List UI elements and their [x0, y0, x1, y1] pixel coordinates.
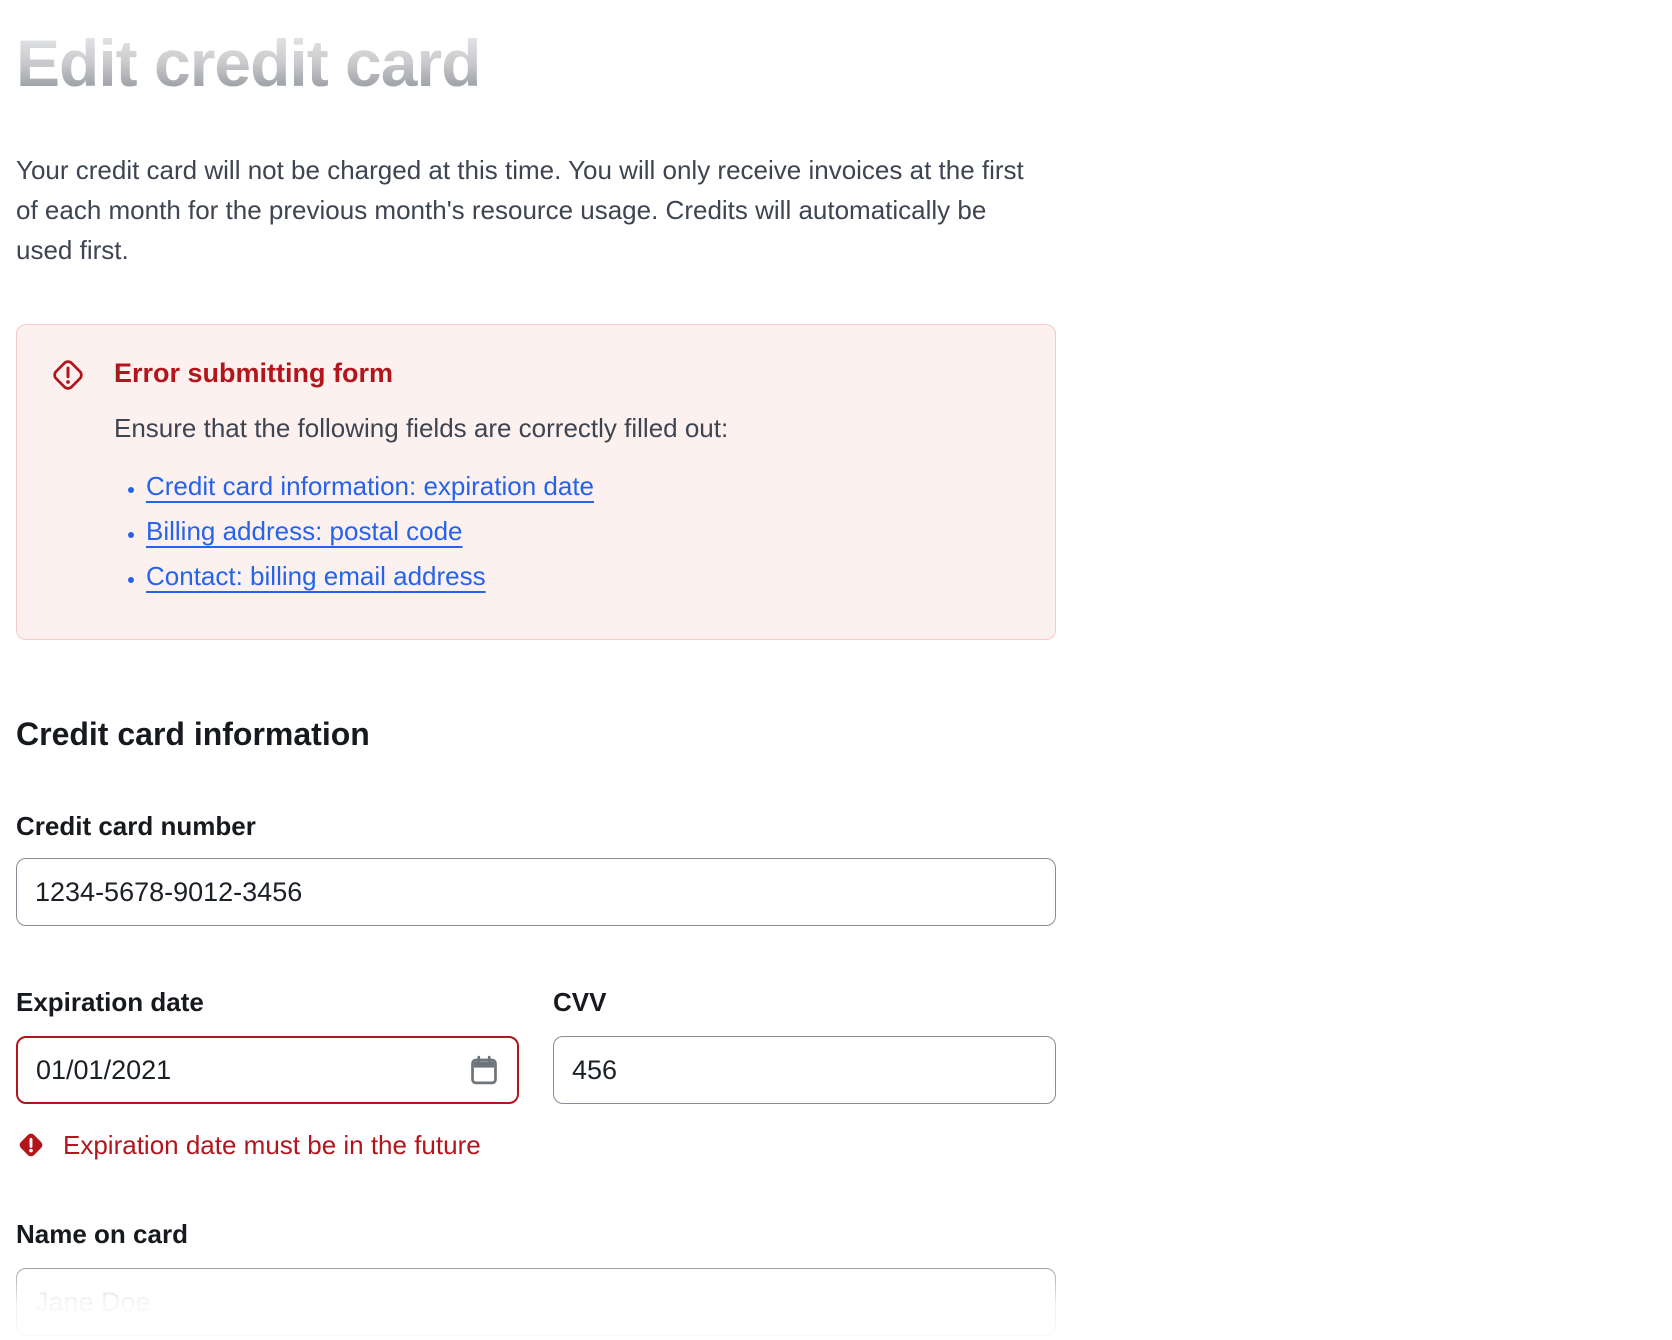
- calendar-icon[interactable]: [467, 1052, 501, 1088]
- name-on-card-input[interactable]: [16, 1268, 1056, 1336]
- card-number-label: Credit card number: [16, 811, 256, 841]
- list-item: [146, 466, 728, 511]
- intro-text: Your credit card will not be charged at this time. You will only receive invoices at the first of each month for the previous month's resource usage. Credits will automatically be used first.: [16, 155, 1024, 265]
- list-item: [146, 511, 728, 556]
- expiration-date-label: Expiration date: [16, 987, 204, 1017]
- name-on-card-label: Name on card: [16, 1219, 188, 1249]
- card-number-field: [16, 858, 1056, 926]
- error-link-expiration-date[interactable]: Credit card information: expiration date: [146, 471, 595, 501]
- alert-diamond-icon: [49, 356, 87, 394]
- error-link-billing-email[interactable]: Contact: billing email address: [146, 561, 486, 591]
- cvv-field: [553, 1036, 1056, 1104]
- page-title: Edit credit card: [16, 26, 481, 100]
- cvv-label: CVV: [553, 987, 607, 1017]
- list-item: [146, 556, 728, 601]
- card-number-input[interactable]: [16, 858, 1056, 926]
- expiration-cvv-row: [16, 986, 1056, 1104]
- alert-title: Error submitting form: [114, 358, 394, 388]
- cvv-input[interactable]: [553, 1036, 1056, 1104]
- alert-body: [114, 355, 728, 601]
- alert-description: Ensure that the following fields are correctly filled out:: [114, 413, 729, 443]
- cvv-column: [553, 986, 1056, 1104]
- error-diamond-icon: [16, 1130, 46, 1160]
- error-link-postal-code[interactable]: Billing address: postal code: [146, 516, 463, 546]
- section-heading-credit-card-information: Credit card information: [16, 716, 370, 752]
- expiration-column: [16, 986, 519, 1104]
- expiration-error-message: [16, 1130, 1056, 1160]
- error-links-list: [114, 466, 728, 601]
- expiration-date-input[interactable]: [16, 1036, 519, 1104]
- error-alert: [16, 324, 1056, 640]
- expiration-error-text: Expiration date must be in the future: [63, 1130, 481, 1160]
- expiration-date-field: [16, 1036, 519, 1104]
- name-on-card-field: [16, 1268, 1056, 1336]
